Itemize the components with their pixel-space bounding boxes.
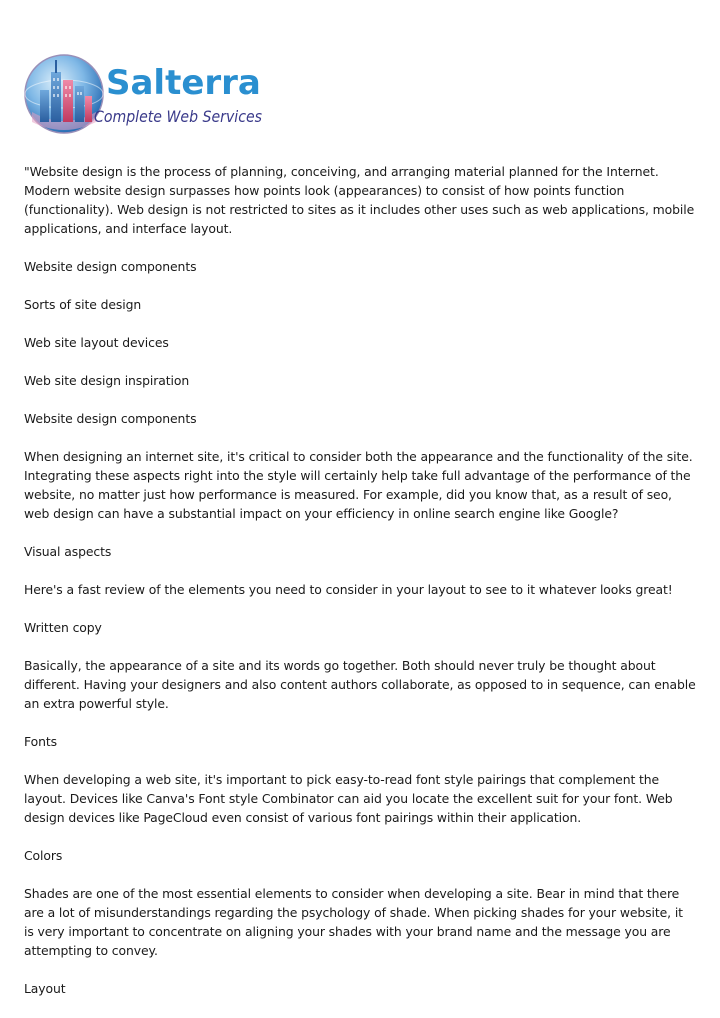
body-paragraph: Here's a fast review of the elements you need to consider in your layout to see to it whatever looks great! bbox=[24, 582, 673, 597]
logo-name: Salterra bbox=[106, 63, 261, 103]
list-item: Web site layout devices bbox=[24, 335, 169, 350]
salterra-logo bbox=[24, 50, 274, 138]
body-paragraph: When developing a web site, it's important to pick easy-to-read font style pairings that complement the layout. Devices like Canva's Font style Combinator can aid you locate the excellent suit for your font. Web design devices like PageCloud even consist of various font pairings within their application. bbox=[24, 772, 673, 825]
intro-paragraph: "Website design is the process of planning, conceiving, and arranging material planned for the Internet. Modern website design surpasses how points look (appearances) to consist of how points function (functionality). Web design is not restricted to sites as it includes other uses such as web applications, mobile applications, and interface layout. bbox=[24, 164, 695, 236]
list-item: Website design components bbox=[24, 259, 197, 274]
section-heading: Fonts bbox=[24, 734, 57, 749]
logo-tagline: Complete Web Services bbox=[94, 107, 262, 126]
body-paragraph: When designing an internet site, it's critical to consider both the appearance and the functionality of the site. Integrating these aspects right into the style will certainly help take full advantage of the performance of the website, no matter just how performance is measured. For example, did you know that, as a result of seo, web design can have a substantial impact on your efficiency in online search engine like Google? bbox=[24, 449, 693, 521]
list-item: Sorts of site design bbox=[24, 297, 142, 312]
body-paragraph: Shades are one of the most essential elements to consider when developing a site. Bear in mind that there are a lot of misunderstandings regarding the psychology of shade. When picking shades for your website, it is very important to concentrate on aligning your shades with your brand name and the message you are attempting to convey. bbox=[24, 886, 683, 958]
section-heading: Written copy bbox=[24, 620, 102, 635]
section-heading: Layout bbox=[24, 981, 66, 996]
article-body bbox=[24, 162, 696, 1017]
logo-graphic bbox=[24, 50, 274, 138]
list-item: Web site design inspiration bbox=[24, 373, 190, 388]
body-paragraph: Basically, the appearance of a site and its words go together. Both should never truly be thought about different. Having your designers and also content authors collaborate, as opposed to in sequence, can enable an extra powerful style. bbox=[24, 658, 696, 711]
section-heading: Visual aspects bbox=[24, 544, 112, 559]
section-heading: Website design components bbox=[24, 411, 197, 426]
section-heading: Colors bbox=[24, 848, 63, 863]
